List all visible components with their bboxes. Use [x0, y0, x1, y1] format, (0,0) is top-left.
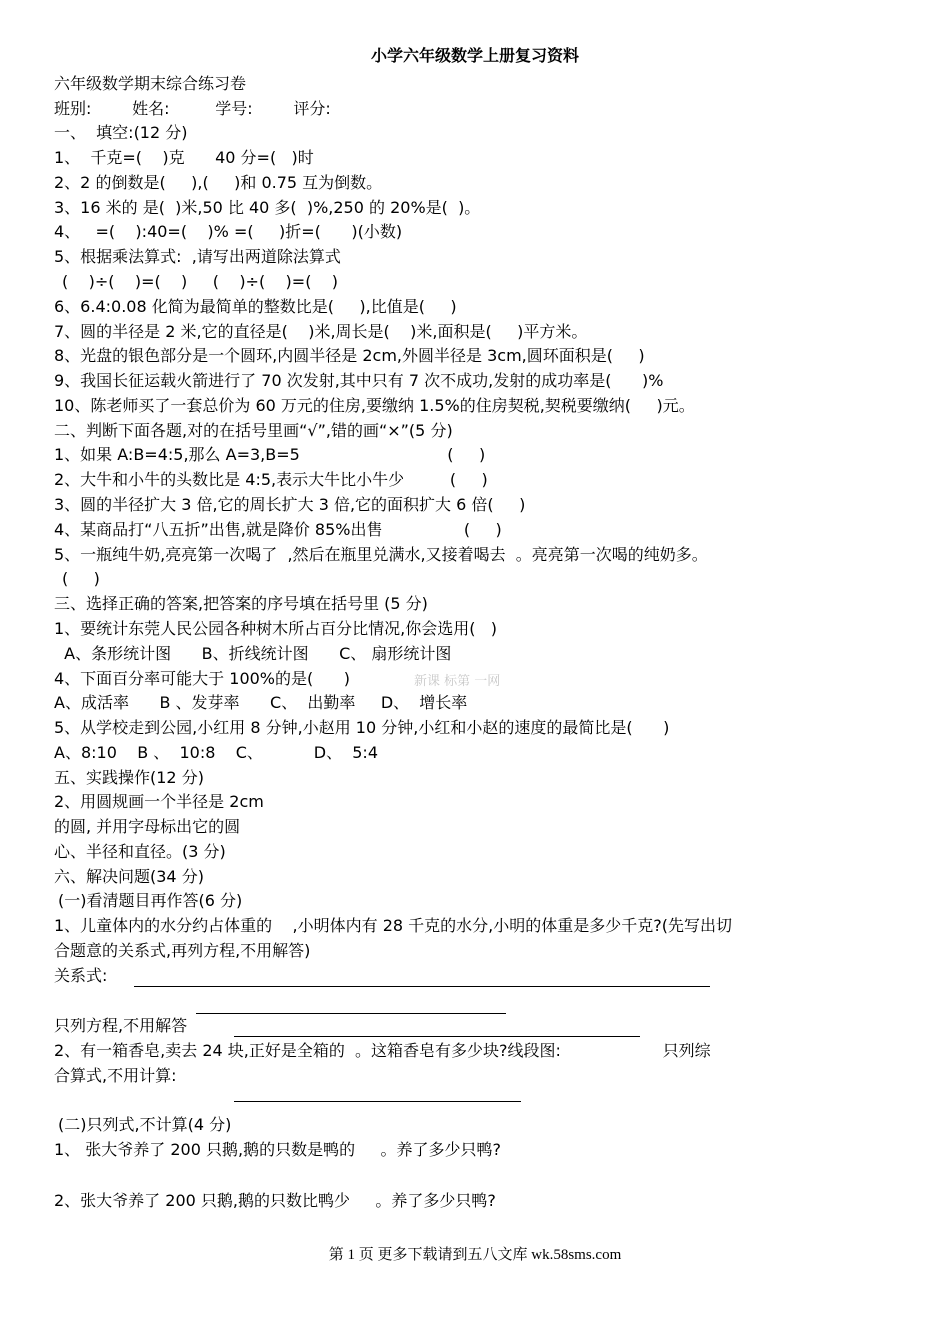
question-line: 10、陈老师买了一套总价为 60 万元的住房,要缴纳 1.5%的住房契税,契税要缴纳( )元。	[54, 396, 695, 415]
watermark: 新课 标第 一网	[414, 674, 501, 689]
question-line: 1、 千克=( )克 40 分=( )时	[54, 148, 314, 167]
relation-label: 关系式:	[54, 966, 108, 985]
question-line: ( )	[62, 569, 100, 588]
question-line: 5、一瓶纯牛奶,亮亮第一次喝了 ,然后在瓶里兑满水,又接着喝去 。亮亮第一次喝的纯奶多。	[54, 545, 708, 564]
equation-label: 只列方程,不用解答	[54, 1016, 188, 1035]
subsection-heading: (一)看清题目再作答(6 分)	[58, 891, 243, 910]
exam-heading: 六年级数学期末综合练习卷	[54, 74, 247, 93]
options-line: A、8:10 B 、 10:8 C、 D、 5:4	[54, 743, 379, 762]
answer-line	[134, 986, 710, 987]
question-line: 合算式,不用计算:	[54, 1066, 177, 1085]
answer-line	[234, 1036, 640, 1037]
section-5-heading: 五、实践操作(12 分)	[54, 768, 204, 787]
question-line: 5、从学校走到公园,小红用 8 分钟,小赵用 10 分钟,小红和小赵的速度的最简比是( )	[54, 718, 670, 737]
question-line: 1、儿童体内的水分约占体重的 ,小明体内有 28 千克的水分,小明的体重是多少千克?(先写出切	[54, 916, 732, 935]
document-title: 小学六年级数学上册复习资料	[370, 46, 579, 65]
options-line: A、成活率 B 、发芽率 C、 出勤率 D、 增长率	[54, 693, 468, 712]
section-2-heading: 二、判断下面各题,对的在括号里画“√”,错的画“×”(5 分)	[54, 421, 453, 440]
question-line: 3、16 米的 是( )米,50 比 40 多( )%,250 的 20%是( )。	[54, 198, 481, 217]
section-1-heading: 一、 填空:(12 分)	[54, 123, 188, 142]
question-line: 2、2 的倒数是( ),( )和 0.75 互为倒数。	[54, 173, 383, 192]
question-line: 4、下面百分率可能大于 100%的是( )	[54, 669, 351, 688]
question-line: 合题意的关系式,再列方程,不用解答)	[54, 941, 311, 960]
question-line: 2、用圆规画一个半径是 2cm	[54, 792, 264, 811]
question-line: ( )÷( )=( ) ( )÷( )=( )	[62, 272, 339, 291]
question-line: 1、要统计东莞人民公园各种树木所占百分比情况,你会选用( )	[54, 619, 498, 638]
question-line: 3、圆的半径扩大 3 倍,它的周长扩大 3 倍,它的面积扩大 6 倍( )	[54, 495, 526, 514]
question-line: 1、 张大爷养了 200 只鹅,鹅的只数是鸭的 。养了多少只鸭?	[54, 1140, 501, 1159]
answer-line	[196, 1013, 506, 1014]
answer-line	[234, 1101, 521, 1102]
question-line: 9、我国长征运载火箭进行了 70 次发射,其中只有 7 次不成功,发射的成功率是( )%	[54, 371, 664, 390]
question-line: 6、6.4:0.08 化简为最简单的整数比是( ),比值是( )	[54, 297, 457, 316]
question-line: 心、半径和直径。(3 分)	[54, 842, 226, 861]
page-footer: 第 1 页 更多下载请到五八文库 wk.58sms.com	[328, 1247, 622, 1263]
question-line: 7、圆的半径是 2 米,它的直径是( )米,周长是( )米,面积是( )平方米。	[54, 322, 588, 341]
question-line: 8、光盘的银色部分是一个圆环,内圆半径是 2cm,外圆半径是 3cm,圆环面积是( )	[54, 346, 645, 365]
student-info-line: 班别: 姓名: 学号: 评分:	[54, 99, 331, 118]
question-line: 1、如果 A:B=4:5,那么 A=3,B=5 ( )	[54, 445, 486, 464]
question-line: 2、张大爷养了 200 只鹅,鹅的只数比鸭少 。养了多少只鸭?	[54, 1191, 496, 1210]
question-line: 2、有一箱香皂,卖去 24 块,正好是全箱的 。这箱香皂有多少块?线段图: 只列综	[54, 1041, 711, 1060]
section-3-heading: 三、选择正确的答案,把答案的序号填在括号里 (5 分)	[54, 594, 428, 613]
subsection-heading: (二)只列式,不计算(4 分)	[58, 1115, 232, 1134]
question-line: 的圆, 并用字母标出它的圆	[54, 817, 241, 836]
question-line: 4、 =( ):40=( )% =( )折=( )(小数)	[54, 222, 403, 241]
question-line: 2、大牛和小牛的头数比是 4:5,表示大牛比小牛少 ( )	[54, 470, 488, 489]
section-6-heading: 六、解决问题(34 分)	[54, 867, 204, 886]
question-line: 5、根据乘法算式: ,请写出两道除法算式	[54, 247, 341, 266]
question-line: 4、某商品打“八五折”出售,就是降价 85%出售 ( )	[54, 520, 502, 539]
options-line: A、条形统计图 B、折线统计图 C、 扇形统计图	[54, 644, 452, 663]
